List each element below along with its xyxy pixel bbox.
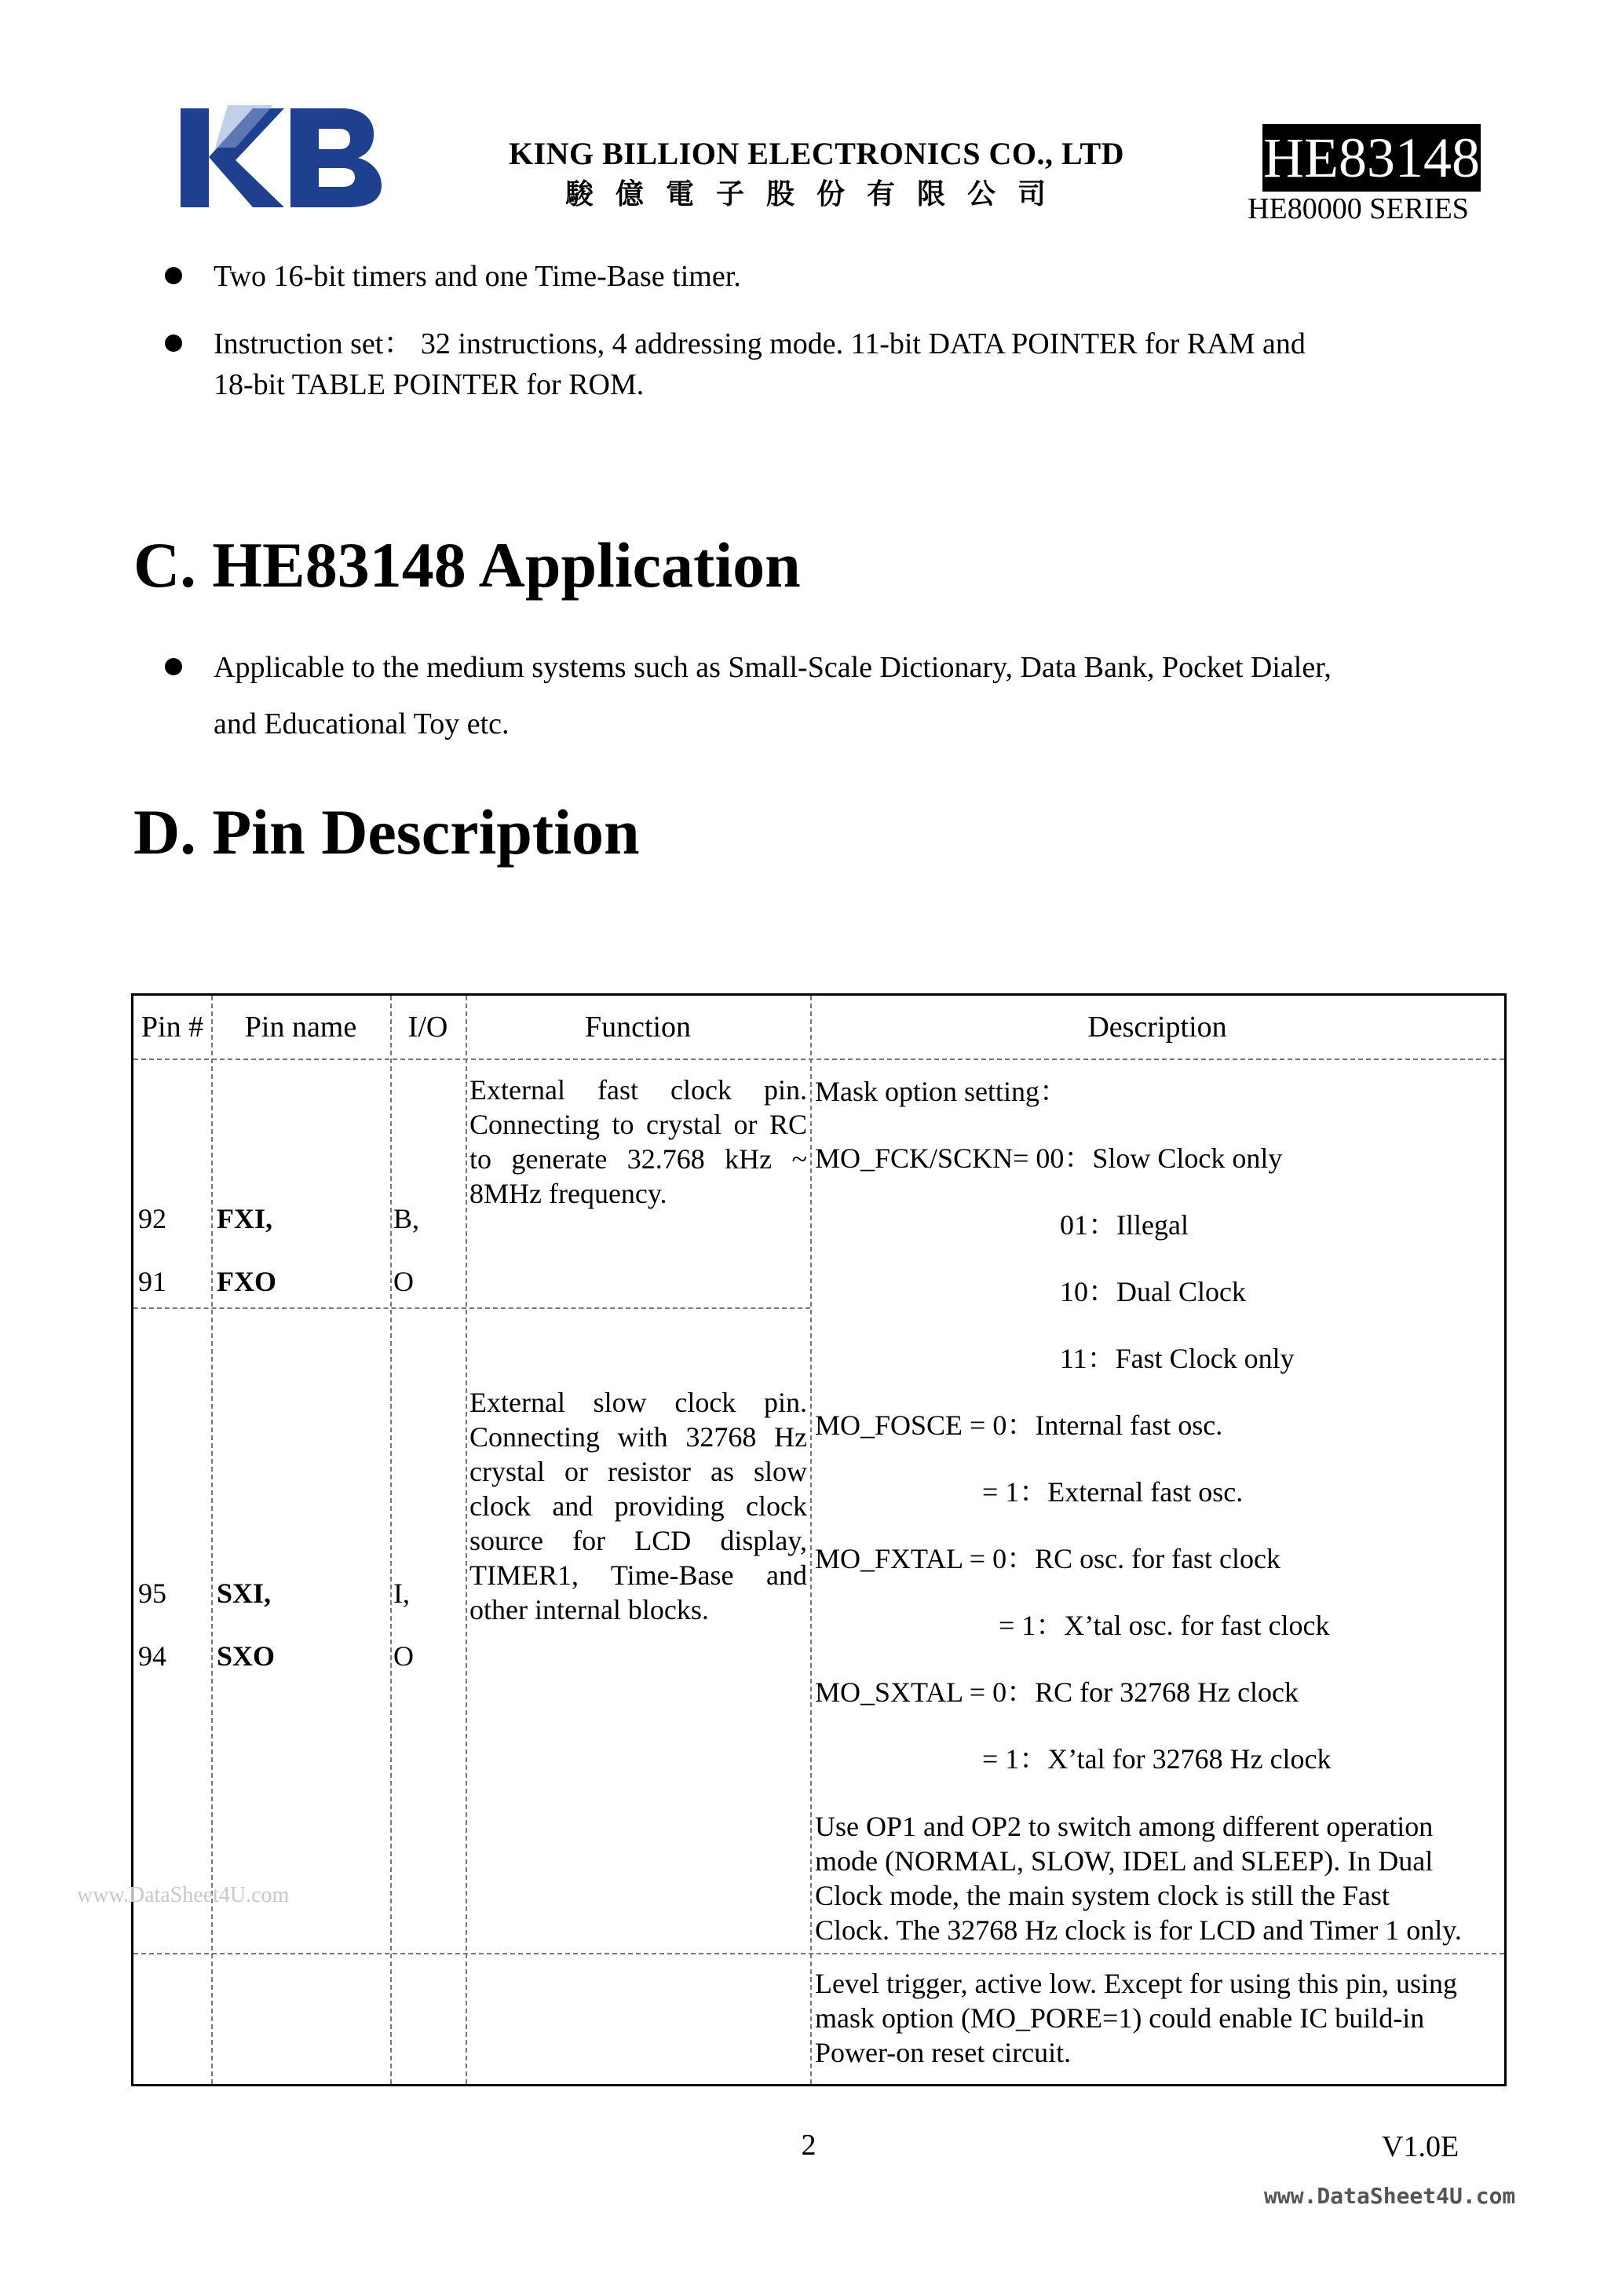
reset-description-line: mask option (MO_PORE=1) could enable IC build-in	[815, 2002, 1425, 2034]
row-divider	[133, 1953, 1504, 1954]
company-name-chinese: 駿億電子股份有限公司	[564, 178, 1068, 210]
bullet-icon	[165, 658, 182, 675]
bullet-icon	[165, 335, 182, 352]
pin-number: 94	[138, 1640, 166, 1672]
column-header-function: Function	[584, 1011, 692, 1044]
feature-text: Two 16-bit timers and one Time-Base timer.	[214, 260, 741, 293]
document-version: V1.0E	[1382, 2130, 1459, 2163]
column-header-io: I/O	[407, 1011, 448, 1044]
pin-io: I,	[393, 1578, 410, 1609]
pin-name: SXO	[217, 1640, 276, 1672]
row-divider	[133, 1307, 810, 1309]
mask-option-line: = 1：X’tal osc. for fast clock	[999, 1610, 1330, 1641]
side-watermark: www.DataSheet4U.com	[77, 1883, 290, 1907]
mask-option-line: 01：Illegal	[1060, 1209, 1189, 1241]
pin-name: SXI,	[217, 1578, 272, 1609]
operation-mode-line: mode (NORMAL, SLOW, IDEL and SLEEP). In Dual	[815, 1845, 1434, 1877]
page-number: 2	[801, 2129, 816, 2162]
company-name-block	[471, 135, 1162, 214]
pin-function-slow-clock: External slow clock pin. Connecting with 32768 Hz crystal or resistor as slow clock and providing clock source for LCD display, TIMER1, Time-Base and other internal blocks.	[469, 1387, 807, 1625]
mask-option-line: Mask option setting：	[815, 1076, 1068, 1107]
footer-watermark: www.DataSheet4U.com	[1264, 2183, 1516, 2209]
reset-description-line: Power-on reset circuit.	[815, 2037, 1072, 2068]
section-c-heading: C. HE83148 Application	[133, 529, 801, 601]
reset-description-line: Level trigger, active low. Except for using this pin, using	[815, 1968, 1458, 1999]
part-number-badge: HE83148	[1262, 124, 1481, 192]
column-header-pin: Pin #	[141, 1011, 204, 1044]
application-text-line: Applicable to the medium systems such as Small-Scale Dictionary, Data Bank, Pocket Dialer,	[214, 651, 1332, 684]
pin-io: O	[393, 1266, 414, 1297]
column-header-pin-name: Pin name	[244, 1011, 357, 1044]
feature-text-line: 18-bit TABLE POINTER for ROM.	[214, 368, 645, 401]
mask-option-line: = 1：External fast osc.	[982, 1476, 1244, 1508]
mask-option-line: MO_FOSCE = 0：Internal fast osc.	[815, 1409, 1223, 1441]
pin-function-fast-clock: External fast clock pin. Connecting to crystal or RC to generate 32.768 kHz ~ 8MHz frequency.	[469, 1074, 807, 1209]
pin-io: B,	[393, 1203, 420, 1234]
mask-option-line: = 1：X’tal for 32768 Hz clock	[982, 1743, 1332, 1775]
column-divider	[390, 996, 392, 2084]
application-text-line: and Educational Toy etc.	[214, 707, 510, 740]
feature-bullet-timers	[214, 256, 1454, 297]
company-name-english: KING BILLION ELECTRONICS CO., LTD	[508, 136, 1125, 171]
pin-name: FXO	[217, 1266, 276, 1297]
column-header-description: Description	[1087, 1011, 1227, 1044]
pin-number: 95	[138, 1578, 166, 1609]
pin-io: O	[393, 1640, 414, 1672]
operation-mode-line: Use OP1 and OP2 to switch among different operation	[815, 1811, 1434, 1842]
pin-number: 92	[138, 1203, 166, 1234]
feature-text-line: Instruction set： 32 instructions, 4 addressing mode. 11-bit DATA POINTER for RAM and	[214, 327, 1306, 360]
column-divider	[211, 996, 213, 2084]
company-logo	[181, 102, 383, 214]
application-bullet	[214, 639, 1454, 752]
pin-number: 91	[138, 1266, 166, 1297]
mask-option-line: 11：Fast Clock only	[1060, 1343, 1295, 1374]
mask-option-line: MO_FXTAL = 0：RC osc. for fast clock	[815, 1543, 1281, 1574]
mask-option-line: MO_SXTAL = 0：RC for 32768 Hz clock	[815, 1676, 1299, 1708]
section-d-heading: D. Pin Description	[133, 796, 640, 868]
operation-mode-line: Clock mode, the main system clock is still the Fast	[815, 1880, 1390, 1911]
column-divider	[466, 996, 467, 2084]
bullet-icon	[165, 267, 182, 284]
product-series: HE80000 SERIES	[1248, 192, 1469, 225]
mask-option-line: MO_FCK/SCKN= 00：Slow Clock only	[815, 1143, 1283, 1174]
header-row-divider	[133, 1058, 1504, 1060]
feature-bullet-instruction-set	[214, 324, 1454, 405]
column-divider	[810, 996, 812, 2084]
pin-description-table	[131, 993, 1507, 2086]
operation-mode-line: Clock. The 32768 Hz clock is for LCD and Timer 1 only.	[815, 1914, 1462, 1946]
kb-logo-icon	[181, 102, 383, 214]
pin-name: FXI,	[217, 1203, 272, 1234]
mask-option-line: 10：Dual Clock	[1060, 1276, 1246, 1307]
